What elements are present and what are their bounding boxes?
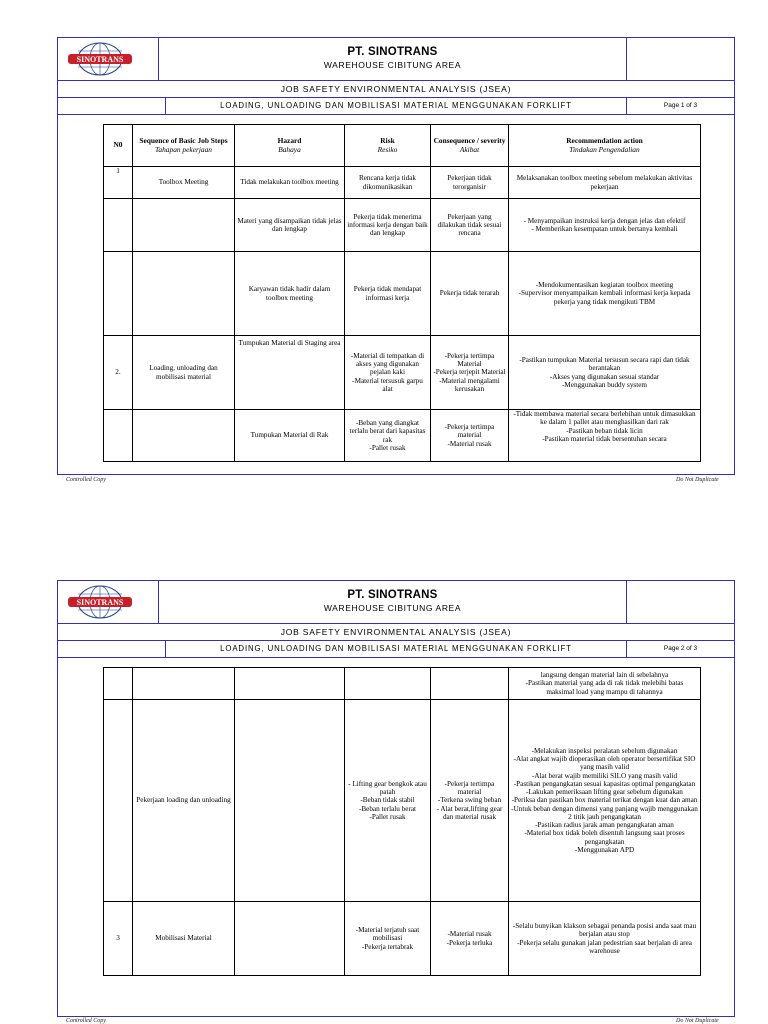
cell-consequence	[431, 668, 509, 700]
col-header-no: N0	[104, 125, 133, 167]
cell-recommendation: -Mendokumentasikan kegiatan toolbox meeting -Supervisor menyampaikan kembali informasi kerja kepada pekerja yang tidak mengikuti TBM	[509, 252, 701, 336]
cell-consequence: -Pekerja tertimpa material -Material rusak	[431, 410, 509, 462]
cell-risk: Rencana kerja tidak dikomunikasikan	[345, 167, 431, 199]
cell-hazard: Tidak melakukan toolbox meeting	[235, 167, 345, 199]
cell-consequence: -Pekerja tertimpa material -Terkena swing beban - Alat berat,lifting gear dan material rusak	[431, 700, 509, 902]
sinotrans-logo	[66, 584, 134, 620]
cell-hazard	[235, 902, 345, 976]
table-row	[104, 167, 701, 199]
table-row	[104, 252, 701, 336]
jsea-table	[103, 124, 701, 462]
company-name: PT. SINOTRANS	[347, 46, 438, 58]
subtitle-row	[58, 641, 734, 658]
cell-step: Toolbox Meeting	[133, 167, 235, 199]
col-header-hazard: Hazard Bahaya	[235, 125, 345, 167]
cell-recommendation: - Menyampaikan instruksi kerja dengan jelas dan efektif - Memberikan kesempatan untuk bertanya kembali	[509, 199, 701, 252]
sinotrans-logo	[66, 41, 134, 77]
cell-no: 1	[104, 167, 133, 199]
subtitle-row	[58, 98, 734, 115]
cell-no: 2.	[104, 336, 133, 410]
table-row	[104, 336, 701, 410]
cell-risk: -Beban yang diangkat terlalu berat dari kapasitas rak -Pallet rusak	[345, 410, 431, 462]
cell-hazard: Tumpukan Material di Staging area	[235, 336, 345, 410]
header-right-cell	[626, 581, 734, 624]
page-header	[58, 38, 734, 81]
cell-risk	[345, 668, 431, 700]
cell-no: 3	[104, 902, 133, 976]
col-header-consequence: Consequence / severity Akibat	[431, 125, 509, 167]
cell-hazard: Tumpukan Material di Rak	[235, 410, 345, 462]
table-row	[104, 902, 701, 976]
logo-cell	[58, 38, 159, 81]
page-header	[58, 581, 734, 624]
svg-text:SINOTRANS: SINOTRANS	[76, 598, 124, 607]
cell-step	[133, 199, 235, 252]
cell-consequence: -Pekerja tertimpa Material -Pekerja terjepit Material -Material mengalami kerusakan	[431, 336, 509, 410]
table-row	[104, 410, 701, 462]
table-row	[104, 700, 701, 902]
cell-hazard	[235, 668, 345, 700]
activity-title: LOADING, UNLOADING DAN MOBILISASI MATERIAL MENGGUNAKAN FORKLIFT	[220, 644, 572, 653]
cell-risk: - Lifting gear bengkok atau patah -Beban tidak stabil -Beban terlalu berat -Pallet rusak	[345, 700, 431, 902]
doc-title: JOB SAFETY ENVIRONMENTAL ANALYSIS (JSEA)	[58, 624, 734, 641]
cell-no	[104, 410, 133, 462]
cell-risk: -Material terjatuh saat mobilisasi -Pekerja tertabrak	[345, 902, 431, 976]
cell-recommendation: -Melakukan inspeksi peralatan sebelum digunakan -Alat angkat wajib dioperasikan oleh operator bersertifikat SIO yang masih valid -Alat berat wajib memiliki SILO yang masih valid -Pastikan pengangkatan sesuai kapasitas optimal pengangkatan -Lakukan pemeriksaan lifting gear sebelum digunakan -Periksa dan pastikan box material terikat dengan kuat dan aman -Untuk beban dengan dimensi yang panjang wajib menggunakan 2 titik jauh pengangkatan -Pastikan radius jarak aman pengangkatan aman -Material box tidak boleh disentuh langsung saat proses pengangkatan -Menggunakan APD	[509, 700, 701, 902]
cell-no	[104, 668, 133, 700]
cell-hazard: Materi yang disampaikan tidak jelas dan lengkap	[235, 199, 345, 252]
activity-title: LOADING, UNLOADING DAN MOBILISASI MATERIAL MENGGUNAKAN FORKLIFT	[220, 101, 572, 110]
cell-risk: Pekerja tidak mendapat informasi kerja	[345, 252, 431, 336]
svg-text:SINOTRANS: SINOTRANS	[76, 55, 124, 64]
col-header-risk: Risk Resiko	[345, 125, 431, 167]
col-header-steps: Sequence of Basic Job Steps Tahapan pekerjaan	[133, 125, 235, 167]
document-page-2	[57, 580, 735, 1017]
table-row	[104, 668, 701, 700]
footer-controlled-copy: Controlled Copy	[66, 477, 106, 483]
cell-consequence: Pekerja tidak terarah	[431, 252, 509, 336]
footer-controlled-copy: Controlled Copy	[66, 1018, 106, 1024]
cell-step: Pekerjaan loading dan unloading	[133, 700, 235, 902]
cell-recommendation: langsung dengan material lain di sebelahnya -Pastikan material yang ada di rak tidak melebihi batas maksimal load yang mampu di tahannya	[509, 668, 701, 700]
cell-hazard	[235, 700, 345, 902]
page-number: Page 2 of 3	[626, 641, 734, 657]
company-name: PT. SINOTRANS	[347, 589, 438, 601]
table-row	[104, 199, 701, 252]
cell-recommendation: -Pastikan tumpukan Material tersusun secara rapi dan tidak berantakan -Akses yang digunakan sesuai standar -Menggunakan buddy system	[509, 336, 701, 410]
cell-recommendation: -Selalu bunyikan klakson sebagai penanda posisi anda saat mau berjalan atau stop -Pekerja selalu gunakan jalan pedestrian saat berjalan di area warehouse	[509, 902, 701, 976]
cell-step: Mobilisasi Material	[133, 902, 235, 976]
footer-do-not-duplicate: Do Not Duplicate	[676, 1018, 719, 1024]
cell-consequence: Pekerjaan yang dilakukan tidak sesuai rencana	[431, 199, 509, 252]
warehouse-area: WAREHOUSE CIBITUNG AREA	[323, 603, 462, 613]
footer-do-not-duplicate: Do Not Duplicate	[676, 477, 719, 483]
logo-cell	[58, 581, 159, 624]
cell-no	[104, 199, 133, 252]
document-page-1	[57, 37, 735, 475]
cell-step: Loading, unloading dan mobilisasi material	[133, 336, 235, 410]
cell-recommendation: -Tidak membawa material secara berlebihan untuk dimasukkan ke dalam 1 pallet atau menghasilkan dari rak -Pastikan beban tidak licin -Pastikan material tidak bersentuhan secara	[509, 410, 701, 462]
cell-recommendation: Melaksanakan toolbox meeting sebelum melakukan aktivitas pekerjaan	[509, 167, 701, 199]
header-right-cell	[626, 38, 734, 81]
cell-step	[133, 668, 235, 700]
cell-consequence: -Material rusak -Pekerja terluka	[431, 902, 509, 976]
table-header-row	[104, 125, 701, 167]
cell-risk: Pekerja tidak menerima informasi kerja dengan baik dan lengkap	[345, 199, 431, 252]
cell-step	[133, 410, 235, 462]
cell-consequence: Pekerjaan tidak terorganisir	[431, 167, 509, 199]
cell-no	[104, 700, 133, 902]
warehouse-area: WAREHOUSE CIBITUNG AREA	[323, 60, 462, 70]
cell-step	[133, 252, 235, 336]
page-number: Page 1 of 3	[626, 98, 734, 114]
jsea-table	[103, 667, 701, 976]
col-header-recommendation: Recommendation action Tindakan Pengendalian	[509, 125, 701, 167]
cell-hazard: Karyawan tidak hadir dalam toolbox meeting	[235, 252, 345, 336]
cell-no	[104, 252, 133, 336]
doc-title: JOB SAFETY ENVIRONMENTAL ANALYSIS (JSEA)	[58, 81, 734, 98]
cell-risk: -Material di tempatkan di akses yang digunakan pejalan kaki -Material tersusuk garpu alat	[345, 336, 431, 410]
